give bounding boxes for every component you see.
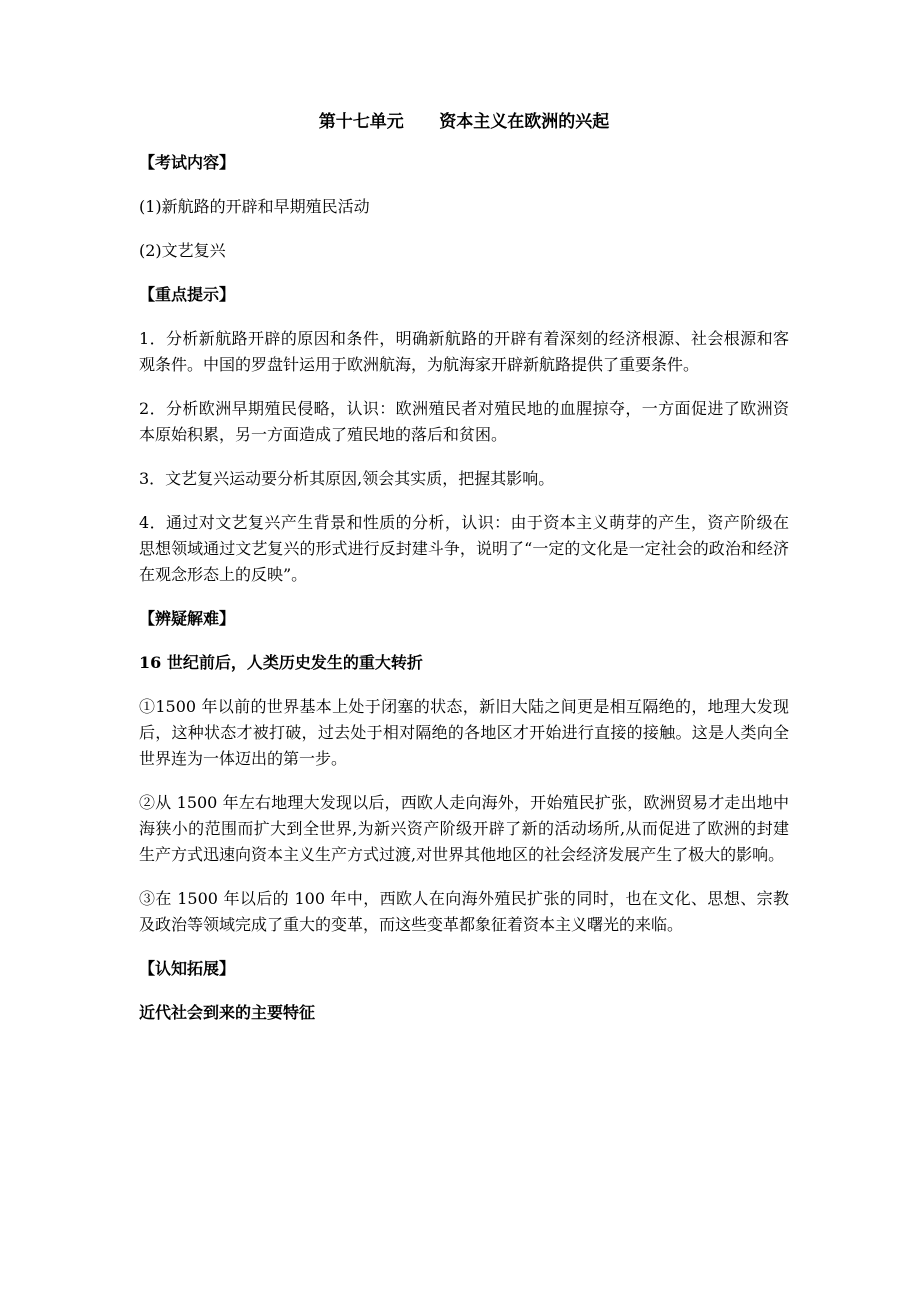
difficulties-heading: 【辨疑解难】 [139,609,236,628]
key-points-heading: 【重点提示】 [139,285,236,304]
exam-item-2: (2)文艺复兴 [139,241,226,260]
exam-item-1: (1)新航路的开辟和早期殖民活动 [139,197,370,216]
difficulty-item-3: ③在 1500 年以后的 100 年中，西欧人在向海外殖民扩张的同时，也在文化、思想、宗教及政治等领域完成了重大的变革，而这些变革都象征着资本主义曙光的来临。 [139,889,789,934]
difficulties-subheading: 16 世纪前后，人类历史发生的重大转折 [139,653,423,672]
document-title: 第十七单元 资本主义在欧洲的兴起 [318,112,610,132]
key-point-1: 1．分析新航路开辟的原因和条件，明确新航路的开辟有着深刻的经济根源、社会根源和客观条件。中国的罗盘针运用于欧洲航海，为航海家开辟新航路提供了重要条件。 [139,329,789,374]
difficulty-item-2: ②从 1500 年左右地理大发现以后，西欧人走向海外，开始殖民扩张，欧洲贸易才走出地中海狭小的范围而扩大到全世界,为新兴资产阶级开辟了新的活动场所,从而促进了欧洲的封建生产方式迅速向资本主义生产方式过渡,对世界其他地区的社会经济发展产生了极大的影响。 [139,793,789,864]
key-point-4: 4．通过对文艺复兴产生背景和性质的分析，认识：由于资本主义萌芽的产生，资产阶级在思想领域通过文艺复兴的形式进行反封建斗争，说明了“一定的文化是一定社会的政治和经济在观念形态上的反映”。 [139,513,789,584]
extension-subheading: 近代社会到来的主要特征 [139,1003,316,1022]
key-point-2: 2．分析欧洲早期殖民侵略，认识：欧洲殖民者对殖民地的血腥掠夺，一方面促进了欧洲资本原始积累，另一方面造成了殖民地的落后和贫困。 [139,399,789,444]
document-page [139,108,789,1044]
exam-content-heading: 【考试内容】 [139,153,236,172]
extension-heading: 【认知拓展】 [139,959,236,978]
difficulty-item-1: ①1500 年以前的世界基本上处于闭塞的状态，新旧大陆之间更是相互隔绝的，地理大发现后，这种状态才被打破，过去处于相对隔绝的各地区才开始进行直接的接触。这是人类向全世界连为一体迈出的第一步。 [139,697,789,768]
key-point-3: 3．文艺复兴运动要分析其原因,领会其实质，把握其影响。 [139,469,555,488]
